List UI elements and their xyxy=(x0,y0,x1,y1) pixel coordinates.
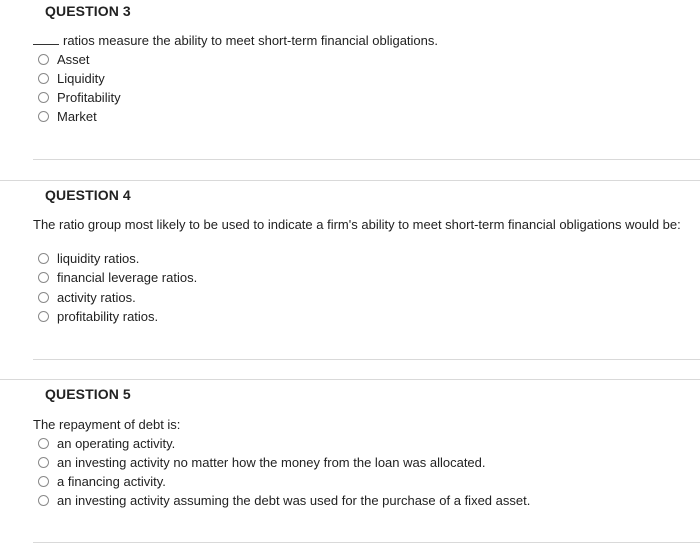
question-3-option-1[interactable] xyxy=(38,50,90,68)
radio-button[interactable] xyxy=(38,253,49,264)
radio-button[interactable] xyxy=(38,495,49,506)
section-divider xyxy=(0,379,700,380)
radio-button[interactable] xyxy=(38,438,49,449)
option-label: financial leverage ratios. xyxy=(57,269,198,285)
question-4-text: The ratio group most likely to be used to indicate a firm's ability to meet short-term financial obligations would be: xyxy=(33,217,681,232)
question-5-option-4[interactable] xyxy=(38,491,530,509)
option-label: liquidity ratios. xyxy=(57,250,140,266)
option-label: Market xyxy=(57,108,97,124)
fill-in-blank xyxy=(33,34,59,45)
question-3-option-4[interactable] xyxy=(38,107,97,125)
section-divider xyxy=(33,542,700,543)
option-label: activity ratios. xyxy=(57,289,136,305)
question-3-title: QUESTION 3 xyxy=(45,3,131,19)
radio-button[interactable] xyxy=(38,111,49,122)
radio-button[interactable] xyxy=(38,292,49,303)
question-3-prompt: ratios measure the ability to meet short-term financial obligations. xyxy=(63,33,439,48)
radio-button[interactable] xyxy=(38,272,49,283)
radio-button[interactable] xyxy=(38,92,49,103)
question-4-title: QUESTION 4 xyxy=(45,187,131,203)
question-5-option-1[interactable] xyxy=(38,434,175,452)
option-label: Asset xyxy=(57,51,90,67)
section-divider xyxy=(33,359,700,360)
option-label: an investing activity assuming the debt was used for the purchase of a fixed asset. xyxy=(57,492,531,508)
question-4-option-1[interactable] xyxy=(38,249,139,267)
question-4-option-3[interactable] xyxy=(38,288,136,306)
radio-button[interactable] xyxy=(38,457,49,468)
option-label: a financing activity. xyxy=(57,473,166,489)
question-3-text xyxy=(33,33,683,49)
radio-button[interactable] xyxy=(38,73,49,84)
radio-button[interactable] xyxy=(38,54,49,65)
option-label: an operating activity. xyxy=(57,435,176,451)
section-divider xyxy=(0,180,700,181)
question-5-text: The repayment of debt is: xyxy=(33,417,181,432)
option-label: Liquidity xyxy=(57,70,105,86)
question-5-title: QUESTION 5 xyxy=(45,386,131,402)
question-3-option-3[interactable] xyxy=(38,88,121,106)
question-5-option-3[interactable] xyxy=(38,472,166,490)
question-5-option-2[interactable] xyxy=(38,453,486,471)
radio-button[interactable] xyxy=(38,476,49,487)
option-label: an investing activity no matter how the money from the loan was allocated. xyxy=(57,454,486,470)
question-3-option-2[interactable] xyxy=(38,69,105,87)
radio-button[interactable] xyxy=(38,311,49,322)
option-label: Profitability xyxy=(57,89,121,105)
question-4-option-2[interactable] xyxy=(38,268,197,286)
option-label: profitability ratios. xyxy=(57,308,159,324)
question-4-option-4[interactable] xyxy=(38,307,158,325)
section-divider xyxy=(33,159,700,160)
